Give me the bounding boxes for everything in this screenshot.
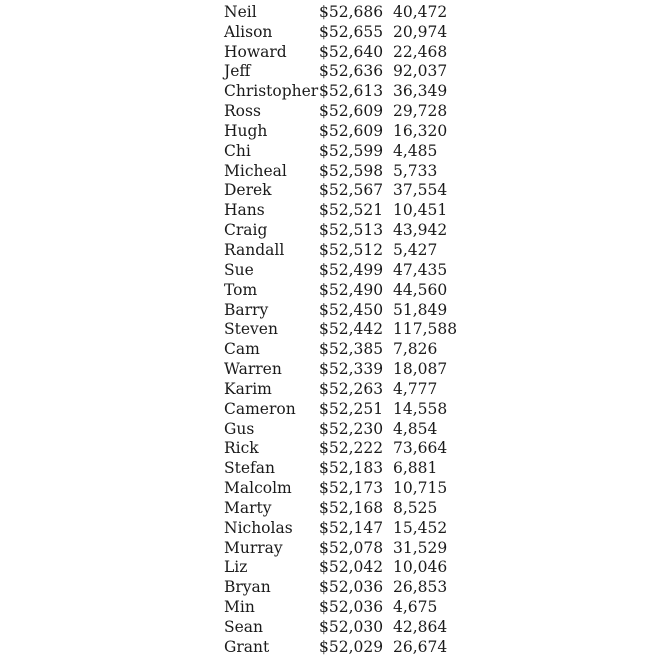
count-cell: 7,826 bbox=[393, 340, 438, 359]
count-cell: 26,853 bbox=[393, 578, 448, 597]
table-row bbox=[224, 519, 524, 539]
name-cell: Liz bbox=[224, 558, 248, 577]
name-cell: Alison bbox=[224, 22, 273, 41]
table-row bbox=[224, 281, 524, 301]
salary-cell: $52,385 bbox=[319, 340, 384, 359]
salary-cell: $52,036 bbox=[319, 578, 384, 597]
salary-cell: $52,168 bbox=[319, 498, 384, 517]
name-cell: Malcolm bbox=[224, 479, 292, 498]
table-row bbox=[224, 3, 524, 23]
salary-cell: $52,655 bbox=[319, 22, 384, 41]
name-cell: Craig bbox=[224, 221, 268, 240]
count-cell: 47,435 bbox=[393, 260, 448, 279]
salary-cell bbox=[319, 0, 393, 3]
table-row bbox=[224, 62, 524, 82]
name-cell: Tom bbox=[224, 280, 258, 299]
salary-cell: $52,339 bbox=[319, 360, 384, 379]
salary-cell: $52,567 bbox=[319, 181, 384, 200]
table-row bbox=[224, 82, 524, 102]
name-cell: Rick bbox=[224, 439, 259, 458]
count-cell: 16,320 bbox=[393, 121, 448, 140]
name-cell: Derek bbox=[224, 181, 272, 200]
salary-cell: $52,183 bbox=[319, 459, 384, 478]
table-row bbox=[224, 558, 524, 578]
table-row bbox=[224, 380, 524, 400]
name-cell: Marty bbox=[224, 498, 272, 517]
table-row bbox=[224, 221, 524, 241]
salary-cell: $52,230 bbox=[319, 419, 384, 438]
count-cell: 10,715 bbox=[393, 479, 448, 498]
salary-cell: $52,251 bbox=[319, 399, 384, 418]
name-cell: Sue bbox=[224, 260, 254, 279]
name-cell: Hugh bbox=[224, 121, 268, 140]
count-cell: 20,974 bbox=[393, 22, 448, 41]
salary-cell: $52,036 bbox=[319, 598, 384, 617]
name-cell: Jeff bbox=[224, 62, 251, 81]
salary-cell: $52,609 bbox=[319, 121, 384, 140]
count-cell: 117,588 bbox=[393, 320, 458, 339]
name-cell bbox=[224, 0, 319, 3]
table-row bbox=[224, 181, 524, 201]
table-row bbox=[224, 0, 524, 3]
name-cell: Chi bbox=[224, 141, 251, 160]
count-cell: 18,087 bbox=[393, 360, 448, 379]
table-row bbox=[224, 439, 524, 459]
table-row bbox=[224, 201, 524, 221]
name-cell: Gus bbox=[224, 419, 255, 438]
salary-cell: $52,450 bbox=[319, 300, 384, 319]
count-cell: 36,349 bbox=[393, 82, 448, 101]
table-row bbox=[224, 479, 524, 499]
count-cell bbox=[393, 0, 447, 3]
count-cell: 37,554 bbox=[393, 181, 448, 200]
count-cell: 51,849 bbox=[393, 300, 448, 319]
count-cell: 73,664 bbox=[393, 439, 448, 458]
table-row bbox=[224, 43, 524, 63]
count-cell: 14,558 bbox=[393, 399, 448, 418]
table-row bbox=[224, 539, 524, 559]
count-cell: 22,468 bbox=[393, 42, 448, 61]
count-cell: 42,864 bbox=[393, 618, 448, 636]
table-row bbox=[224, 142, 524, 162]
name-cell: Grant bbox=[224, 637, 270, 656]
table-row bbox=[224, 340, 524, 360]
count-cell: 43,942 bbox=[393, 221, 448, 240]
salary-cell: $52,686 bbox=[319, 2, 384, 21]
table-row bbox=[224, 301, 524, 321]
count-cell: 4,485 bbox=[393, 141, 438, 160]
count-cell: 31,529 bbox=[393, 538, 448, 557]
count-cell: 4,854 bbox=[393, 419, 438, 438]
count-cell: 10,046 bbox=[393, 558, 448, 577]
count-cell: 40,472 bbox=[393, 2, 448, 21]
count-cell: 10,451 bbox=[393, 201, 448, 220]
table-row bbox=[224, 360, 524, 380]
count-cell: 4,675 bbox=[393, 598, 438, 617]
salary-cell: $52,513 bbox=[319, 221, 384, 240]
count-cell: 5,427 bbox=[393, 240, 438, 259]
salary-cell: $52,636 bbox=[319, 62, 384, 81]
salary-cell: $52,613 bbox=[319, 82, 384, 101]
table-row bbox=[224, 241, 524, 261]
name-cell: Stefan bbox=[224, 459, 275, 478]
table-row bbox=[224, 261, 524, 281]
name-cell: Hans bbox=[224, 201, 265, 220]
name-cell: Barry bbox=[224, 300, 269, 319]
table-row bbox=[224, 578, 524, 598]
salary-cell: $52,609 bbox=[319, 102, 384, 121]
name-cell: Howard bbox=[224, 42, 287, 61]
table-row bbox=[224, 23, 524, 43]
name-cell: Micheal bbox=[224, 161, 287, 180]
salary-cell: $52,042 bbox=[319, 558, 384, 577]
salary-table bbox=[224, 0, 524, 658]
count-cell: 92,037 bbox=[393, 62, 448, 81]
table-row bbox=[224, 618, 524, 638]
name-cell: Christopher bbox=[224, 82, 319, 101]
name-cell: Neil bbox=[224, 2, 257, 21]
salary-cell: $52,078 bbox=[319, 538, 384, 557]
salary-cell: $52,147 bbox=[319, 518, 384, 537]
salary-cell: $52,263 bbox=[319, 379, 384, 398]
table-row bbox=[224, 102, 524, 122]
salary-cell: $52,499 bbox=[319, 260, 384, 279]
salary-cell: $52,640 bbox=[319, 42, 384, 61]
count-cell: 6,881 bbox=[393, 459, 438, 478]
salary-cell: $52,173 bbox=[319, 479, 384, 498]
salary-cell: $52,490 bbox=[319, 280, 384, 299]
name-cell: Randall bbox=[224, 240, 285, 259]
table-row bbox=[224, 162, 524, 182]
salary-cell: $52,222 bbox=[319, 439, 384, 458]
name-cell: Min bbox=[224, 598, 255, 617]
name-cell: Warren bbox=[224, 360, 282, 379]
table-row bbox=[224, 638, 524, 658]
salary-cell: $52,598 bbox=[319, 161, 384, 180]
name-cell: Karim bbox=[224, 379, 272, 398]
name-cell: Bryan bbox=[224, 578, 271, 597]
table-row bbox=[224, 499, 524, 519]
name-cell: Steven bbox=[224, 320, 278, 339]
count-cell: 15,452 bbox=[393, 518, 448, 537]
name-cell: Murray bbox=[224, 538, 283, 557]
salary-cell: $52,521 bbox=[319, 201, 384, 220]
table-row bbox=[224, 320, 524, 340]
table-row bbox=[224, 459, 524, 479]
count-cell: 8,525 bbox=[393, 498, 438, 517]
table-row bbox=[224, 122, 524, 142]
count-cell: 26,674 bbox=[393, 637, 448, 656]
salary-cell: $52,030 bbox=[319, 618, 384, 636]
table-row bbox=[224, 400, 524, 420]
name-cell: Cam bbox=[224, 340, 260, 359]
count-cell: 5,733 bbox=[393, 161, 438, 180]
name-cell: Ross bbox=[224, 102, 261, 121]
salary-cell: $52,442 bbox=[319, 320, 384, 339]
salary-cell: $52,029 bbox=[319, 637, 384, 656]
table-row bbox=[224, 598, 524, 618]
count-cell: 44,560 bbox=[393, 280, 448, 299]
salary-cell: $52,599 bbox=[319, 141, 384, 160]
name-cell: Nicholas bbox=[224, 518, 293, 537]
salary-cell: $52,512 bbox=[319, 240, 384, 259]
table-row bbox=[224, 420, 524, 440]
name-cell: Sean bbox=[224, 618, 264, 636]
count-cell: 4,777 bbox=[393, 379, 438, 398]
count-cell: 29,728 bbox=[393, 102, 448, 121]
name-cell: Cameron bbox=[224, 399, 296, 418]
